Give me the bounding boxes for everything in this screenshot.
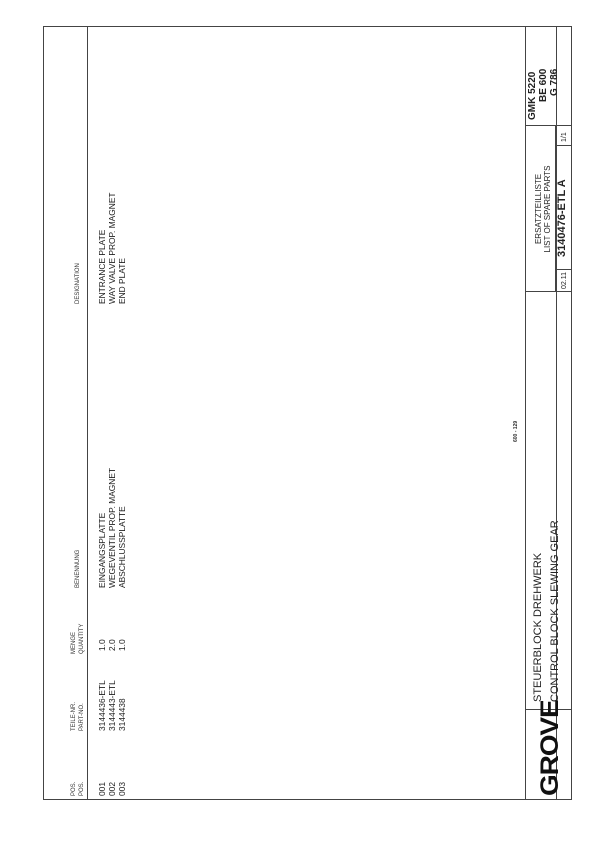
- part-no-cell: 3144436-ETL: [97, 680, 107, 731]
- part-no-cell: 3144443-ETL: [107, 680, 117, 731]
- list-title-english: LIST OF SPARE PARTS: [543, 165, 552, 253]
- divider: [525, 291, 572, 292]
- header-designation: DESIGNATION: [75, 263, 81, 304]
- part-no-cell: 3144438: [117, 698, 127, 731]
- sheet-number: 1/1: [561, 132, 568, 142]
- parts-table-frame: [43, 26, 557, 800]
- header-quantity: MENGE QUANTITY: [71, 623, 85, 654]
- designation-cell: ENTRANCE PLATE: [97, 229, 107, 304]
- grove-logo: GROVE: [536, 700, 564, 796]
- header-pos: POS. POS.: [71, 781, 85, 796]
- date: 02.11: [561, 272, 568, 289]
- quantity-cell: 2.0: [107, 639, 117, 651]
- benennung-cell: WEGEVENTIL PROP. MAGNET: [107, 467, 117, 588]
- divider: [555, 145, 572, 146]
- header-benennung: BENENNUNG: [75, 549, 81, 588]
- title-german: STEUERBLOCK DREHWERK: [532, 552, 544, 702]
- benennung-cell: EINGANGSPLATTE: [97, 512, 107, 588]
- quantity-cell: 1.0: [117, 639, 127, 651]
- divider: [555, 269, 572, 270]
- pos-cell: 001: [97, 782, 107, 796]
- be-number: BE 600: [538, 68, 549, 102]
- model-number: GMK 5220: [527, 71, 538, 120]
- header-part-no: TEILE-NR. PART-NO.: [71, 701, 85, 731]
- designation-cell: WAY VALVE PROP. MAGNET: [107, 192, 117, 304]
- title-english: CONTROL BLOCK SLEWING GEAR: [549, 520, 561, 702]
- designation-cell: END PLATE: [117, 258, 127, 304]
- benennung-cell: ABSCHLUSSPLATTE: [117, 506, 127, 588]
- divider: [525, 125, 572, 126]
- header-divider: [87, 26, 88, 800]
- quantity-cell: 1.0: [97, 639, 107, 651]
- list-title-german: ERSATZTEILLISTE: [534, 173, 543, 245]
- document-number: 3140476-ETL A: [556, 179, 568, 257]
- pos-cell: 003: [117, 782, 127, 796]
- g-number: G 786: [549, 68, 560, 96]
- page-code: 600 - 129: [513, 420, 519, 442]
- pos-cell: 002: [107, 782, 117, 796]
